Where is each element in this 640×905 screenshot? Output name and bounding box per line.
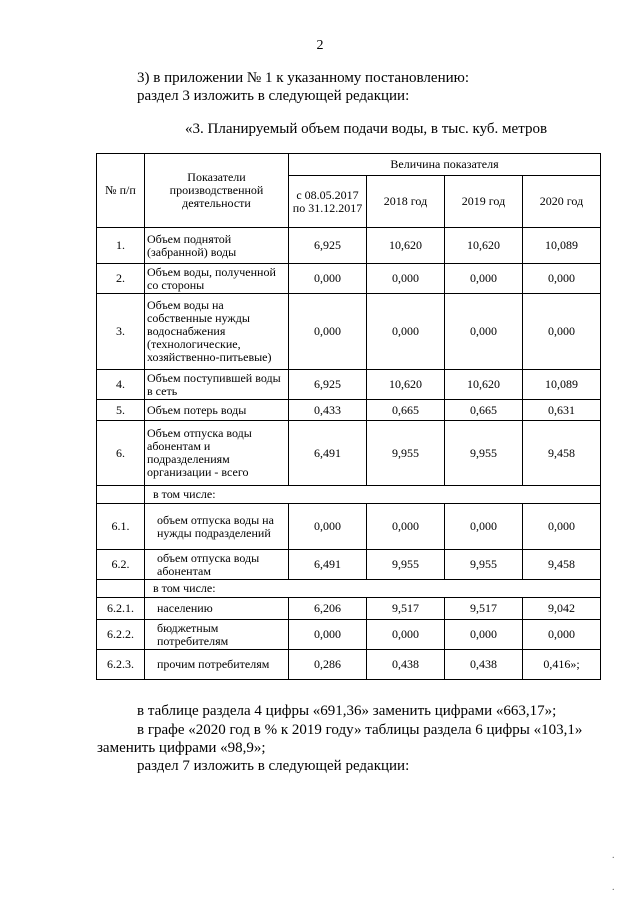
row-num: 6.2.3.: [97, 650, 145, 680]
row-value: 0,665: [445, 400, 523, 421]
header-period: 2020 год: [523, 176, 601, 228]
row-value: 10,620: [445, 228, 523, 264]
margin-mark: .: [612, 882, 615, 893]
row-indicator: объем отпуска воды на нужды подразделений: [145, 504, 289, 550]
row-num: 6.2.1.: [97, 598, 145, 620]
row-value: 0,438: [367, 650, 445, 680]
table-row: [97, 294, 601, 370]
subheading-label: в том числе:: [145, 580, 601, 598]
row-indicator: Объем воды на собственные нужды водоснабжения (технологические, хозяйственно-питьевые): [145, 294, 289, 370]
row-indicator: Объем воды, полученной со стороны: [145, 264, 289, 294]
row-num: 5.: [97, 400, 145, 421]
row-value: 10,620: [367, 228, 445, 264]
row-value: 0,000: [523, 264, 601, 294]
row-value: 9,517: [445, 598, 523, 620]
row-value: 6,925: [289, 370, 367, 400]
row-value: 0,000: [367, 264, 445, 294]
page-number: 2: [316, 38, 324, 53]
row-value: 10,089: [523, 228, 601, 264]
row-indicator: Объем потерь воды: [145, 400, 289, 421]
row-value: 0,416»;: [523, 650, 601, 680]
intro-line-1: 3) в приложении № 1 к указанному постановлению:: [137, 70, 469, 86]
row-value: 0,000: [523, 620, 601, 650]
table-subheading-row: [97, 580, 601, 598]
row-value: 0,000: [445, 620, 523, 650]
row-value: 0,000: [289, 504, 367, 550]
row-value: 9,955: [445, 550, 523, 580]
row-value: 6,925: [289, 228, 367, 264]
row-value: 9,458: [523, 550, 601, 580]
row-value: 6,491: [289, 421, 367, 486]
header-period: 2019 год: [445, 176, 523, 228]
table-row: [97, 620, 601, 650]
row-value: 0,000: [367, 504, 445, 550]
table-subheading-row: [97, 486, 601, 504]
intro-line-2: раздел 3 изложить в следующей редакции:: [137, 88, 410, 104]
table-row: [97, 370, 601, 400]
table-row: [97, 598, 601, 620]
row-value: 0,000: [523, 294, 601, 370]
header-period: с 08.05.2017 по 31.12.2017: [289, 176, 367, 228]
header-num: № п/п: [97, 154, 145, 228]
row-num: 1.: [97, 228, 145, 264]
row-value: 0,631: [523, 400, 601, 421]
row-indicator: населению: [145, 598, 289, 620]
row-value: 0,000: [445, 504, 523, 550]
row-num: 6.2.: [97, 550, 145, 580]
row-value: 0,000: [289, 264, 367, 294]
paragraph-section-7: раздел 7 изложить в следующей редакции:: [137, 758, 410, 774]
row-num: 6.1.: [97, 504, 145, 550]
header-value-group: Величина показателя: [289, 154, 601, 176]
row-value: 0,000: [289, 294, 367, 370]
margin-mark: .: [612, 850, 615, 861]
header-indicator: Показатели производственной деятельности: [145, 154, 289, 228]
row-value: 0,286: [289, 650, 367, 680]
row-value: 0,000: [445, 294, 523, 370]
row-num: 6.: [97, 421, 145, 486]
row-num: 4.: [97, 370, 145, 400]
row-value: 9,955: [367, 421, 445, 486]
row-value: 0,665: [367, 400, 445, 421]
row-value: 6,491: [289, 550, 367, 580]
table-row: [97, 650, 601, 680]
row-indicator: Объем поступившей воды в сеть: [145, 370, 289, 400]
table-row: [97, 504, 601, 550]
table-row: [97, 400, 601, 421]
row-value: 9,458: [523, 421, 601, 486]
row-value: 6,206: [289, 598, 367, 620]
row-num: 3.: [97, 294, 145, 370]
section-heading: «3. Планируемый объем подачи воды, в тыс. куб. метров: [185, 121, 548, 137]
row-value: 10,620: [367, 370, 445, 400]
row-value: 9,042: [523, 598, 601, 620]
table-row: [97, 264, 601, 294]
row-value: 0,000: [445, 264, 523, 294]
row-indicator: Объем отпуска воды абонентам и подразделениям организации - всего: [145, 421, 289, 486]
row-indicator: объем отпуска воды абонентам: [145, 550, 289, 580]
header-period: 2018 год: [367, 176, 445, 228]
row-indicator: Объем поднятой (забранной) воды: [145, 228, 289, 264]
paragraph-table-6: в графе «2020 год в % к 2019 году» таблицы раздела 6 цифры «103,1»: [137, 722, 583, 738]
row-value: 0,000: [289, 620, 367, 650]
row-value: 0,433: [289, 400, 367, 421]
row-value: 10,620: [445, 370, 523, 400]
table-row: [97, 550, 601, 580]
row-value: 10,089: [523, 370, 601, 400]
water-supply-table: [96, 153, 601, 680]
row-num: 2.: [97, 264, 145, 294]
table-row: [97, 421, 601, 486]
row-indicator: бюджетным потребителям: [145, 620, 289, 650]
row-value: 0,000: [367, 620, 445, 650]
paragraph-table-4: в таблице раздела 4 цифры «691,36» заменить цифрами «663,17»;: [137, 703, 557, 719]
row-value: 0,438: [445, 650, 523, 680]
row-value: 9,517: [367, 598, 445, 620]
row-value: 9,955: [367, 550, 445, 580]
row-value: 9,955: [445, 421, 523, 486]
paragraph-table-6-cont: заменить цифрами «98,9»;: [97, 740, 266, 756]
row-value: 0,000: [367, 294, 445, 370]
row-num: 6.2.2.: [97, 620, 145, 650]
row-value: 0,000: [523, 504, 601, 550]
subheading-label: в том числе:: [145, 486, 601, 504]
row-indicator: прочим потребителям: [145, 650, 289, 680]
table-row: [97, 228, 601, 264]
